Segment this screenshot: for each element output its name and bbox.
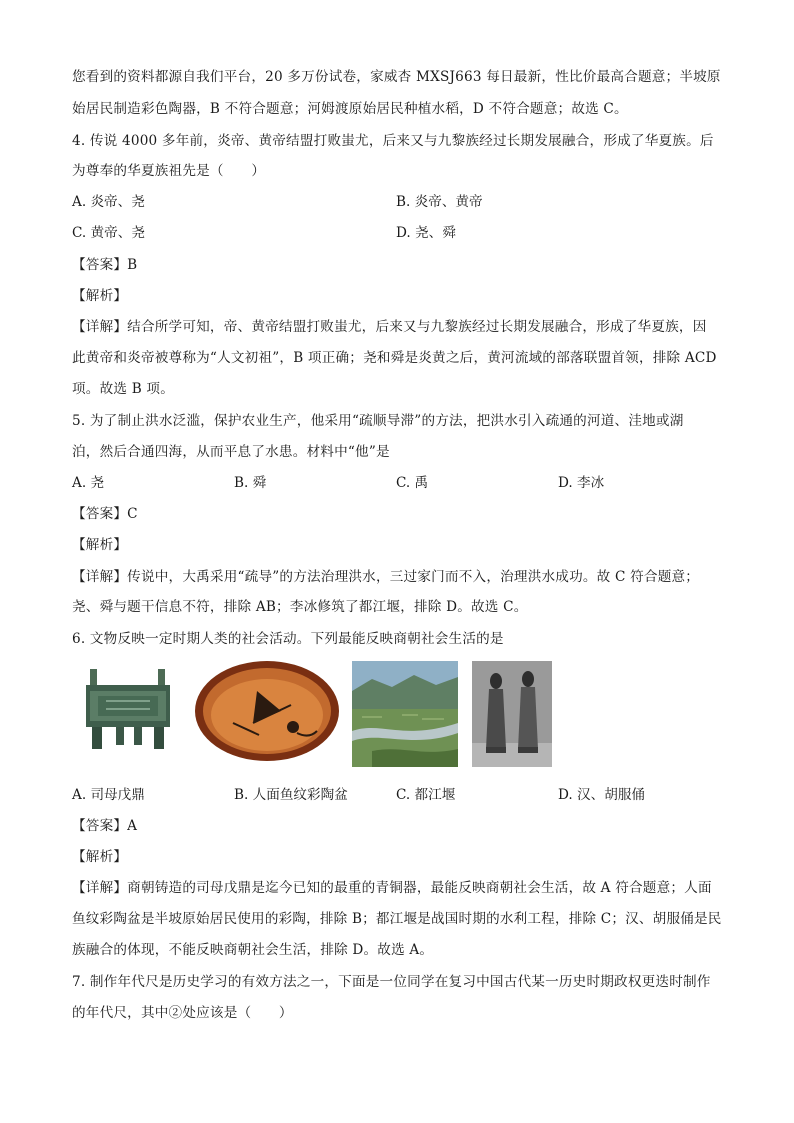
q6-option-a: A. 司母戊鼎 <box>72 787 145 803</box>
q4-option-d: D. 尧、舜 <box>396 225 456 241</box>
q4-detail-line-3: 项。故选 B 项。 <box>72 381 174 397</box>
q4-option-a: A. 炎帝、尧 <box>72 194 145 210</box>
q6-stem-line-1: 6. 文物反映一定时期人类的社会活动。下列最能反映商朝社会生活的是 <box>72 631 504 647</box>
figurines-image <box>472 661 552 767</box>
q4-stem-line-2: 为尊奉的华夏族祖先是（ ） <box>72 163 266 179</box>
painted-pottery-basin-image <box>193 661 341 767</box>
dujiangyan-image <box>352 661 458 767</box>
q5-stem-line-1: 5. 为了制止洪水泛滥，保护农业生产，他采用“疏顺导滞”的方法，把洪水引入疏通的河道、洼地或湖 <box>72 413 684 429</box>
q5-stem-line-2: 泊，然后合通四海，从而平息了水患。材料中“他”是 <box>72 444 390 460</box>
q5-answer: 【答案】C <box>72 506 138 522</box>
q5-option-c: C. 禹 <box>396 475 429 491</box>
q5-detail-line-2: 尧、舜与题干信息不符，排除 AB；李冰修筑了都江堰，排除 D。故选 C。 <box>72 599 528 615</box>
q6-analysis-label: 【解析】 <box>72 849 128 865</box>
q4-stem-line-1: 4. 传说 4000 多年前，炎帝、黄帝结盟打败蚩尤，后来又与九黎族经过长期发展融合，形成了华夏族。后 <box>72 133 714 149</box>
q4-answer: 【答案】B <box>72 257 138 273</box>
q6-option-b: B. 人面鱼纹彩陶盆 <box>234 787 348 803</box>
q6-answer: 【答案】A <box>72 818 138 834</box>
q4-detail-line-1: 【详解】结合所学可知，帝、黄帝结盟打败蚩尤，后来又与九黎族经过长期发展融合，形成了华夏族，因 <box>72 319 707 335</box>
q6-option-c: C. 都江堰 <box>396 787 456 803</box>
q7-stem-line-1: 7. 制作年代尺是历史学习的有效方法之一，下面是一位同学在复习中国古代某一历史时期政权更迭时制作 <box>72 974 711 990</box>
q5-analysis-label: 【解析】 <box>72 537 128 553</box>
q5-detail-line-1: 【详解】传说中，大禹采用“疏导”的方法治理洪水，三过家门而不入，治理洪水成功。故 C 符合题意； <box>72 569 700 585</box>
q5-option-b: B. 舜 <box>234 475 267 491</box>
q5-option-a: A. 尧 <box>72 475 105 491</box>
q4-option-c: C. 黄帝、尧 <box>72 225 145 241</box>
q4-analysis-label: 【解析】 <box>72 288 128 304</box>
continued-line-1: 您看到的资料都源自我们平台，20 多万份试卷，家威杏 MXSJ663 每日最新，性比价最高合题意；半坡原 <box>72 69 721 85</box>
q4-option-b: B. 炎帝、黄帝 <box>396 194 483 210</box>
q6-option-d: D. 汉、胡服俑 <box>558 787 646 803</box>
q7-stem-line-2: 的年代尺，其中②处应该是（ ） <box>72 1005 293 1021</box>
q6-detail-line-3: 族融合的体现，不能反映商朝社会生活，排除 D。故选 A。 <box>72 942 434 958</box>
bronze-ding-image <box>76 665 180 751</box>
q5-option-d: D. 李冰 <box>558 475 605 491</box>
continued-line-2: 始居民制造彩色陶器，B 不符合题意；河姆渡原始居民种植水稻，D 不符合题意；故选 C。 <box>72 101 628 117</box>
q6-detail-line-2: 鱼纹彩陶盆是半坡原始居民使用的彩陶，排除 B；都江堰是战国时期的水利工程，排除 C；汉、胡服俑是民 <box>72 911 722 927</box>
q6-detail-line-1: 【详解】商朝铸造的司母戊鼎是迄今已知的最重的青铜器，最能反映商朝社会生活，故 A 符合题意；人面 <box>72 880 712 896</box>
q4-detail-line-2: 此黄帝和炎帝被尊称为“人文初祖”，B 项正确；尧和舜是炎黄之后，黄河流域的部落联盟首领，排除 ACD <box>72 350 717 366</box>
